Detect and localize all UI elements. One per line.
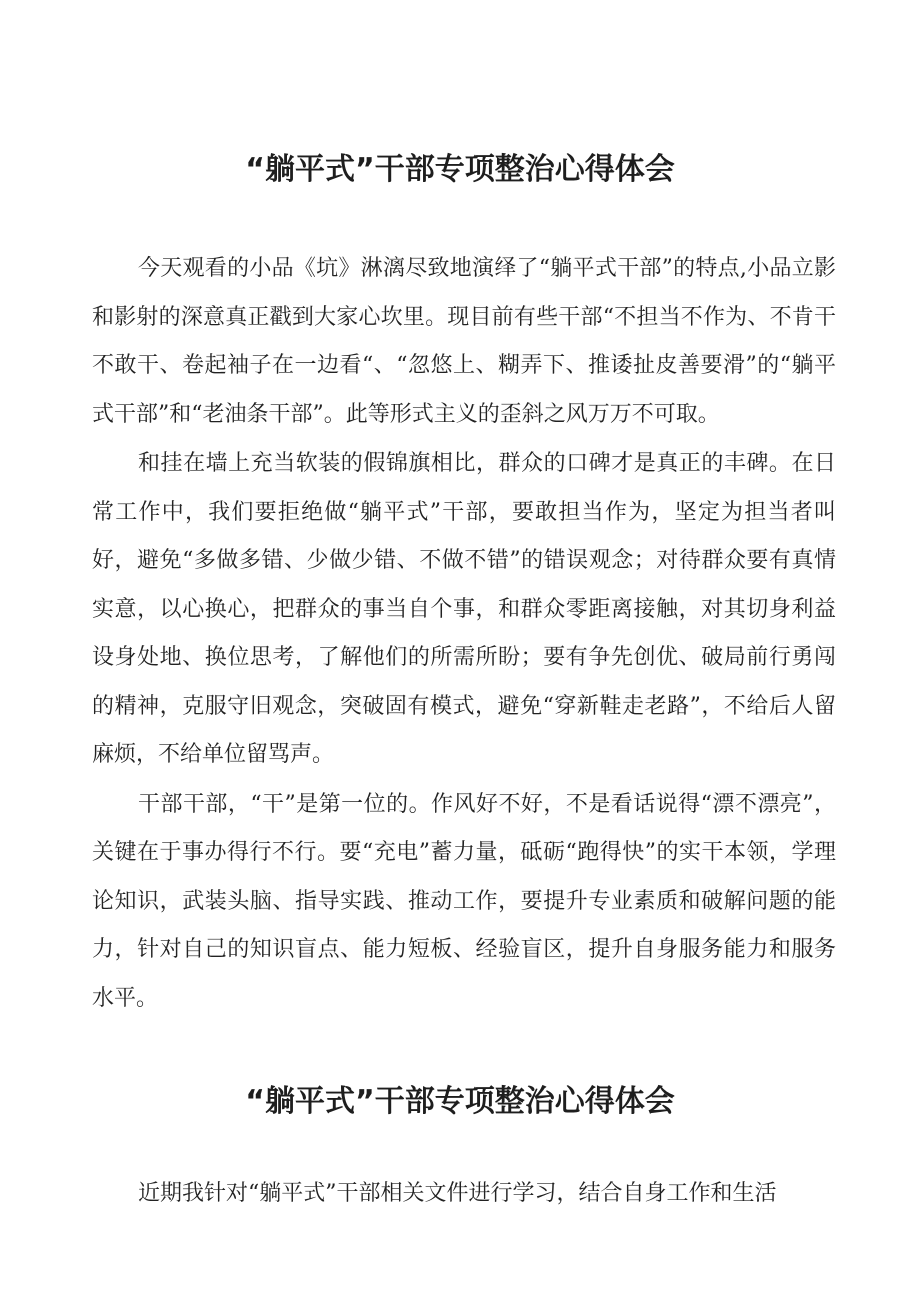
article-1-title: “躺平式”干部专项整治心得体会 — [245, 152, 675, 187]
article-1-paragraph-3: 干部干部，“干”是第一位的。作风好不好，不是看话说得“漂不漂亮”，关键在于事办得行不行。要“充电”蓄力量，砥砺“跑得快”的实干本领，学理论知识，武装头脑、指导实践、推动工作，要提升专业素质和破解问题的能力，针对自己的知识盲点、能力短板、经验盲区，提升自身服务能力和服务水平。 — [92, 791, 836, 1011]
article-1-paragraph-1: 今天观看的小品《坑》淋漓尽致地演绎了“躺平式干部”的特点,小品立影和影射的深意真正戳到大家心坎里。现目前有些干部“不担当不作为、不肯干不敢干、卷起袖子在一边看“、“忽悠上、糊弄下、推诿扯皮善要滑”的“躺平式干部”和“老油条干部”。此等形式主义的歪斜之风万万不可取。 — [92, 256, 836, 427]
article-2-title: “躺平式”干部专项整治心得体会 — [245, 1084, 675, 1119]
article-1-paragraph-2: 和挂在墙上充当软装的假锦旗相比，群众的口碑才是真正的丰碑。在日常工作中，我们要拒绝做“躺平式”干部，要敢担当作为，坚定为担当者叫好，避免“多做多错、少做少错、不做不错”的错误观念；对待群众要有真情实意，以心换心，把群众的事当自个事，和群众零距离接触，对其切身利益设身处地、换位思考，了解他们的所需所盼；要有争先创优、破局前行勇闯的精神，克服守旧观念，突破固有模式，避免“穿新鞋走老路”，不给后人留麻烦，不给单位留骂声。 — [92, 451, 836, 767]
article-2-body — [92, 1170, 836, 1219]
article-1-body — [92, 245, 836, 1023]
article-2-paragraph-1: 近期我针对“躺平式”干部相关文件进行学习，结合自身工作和生活 — [138, 1181, 777, 1206]
